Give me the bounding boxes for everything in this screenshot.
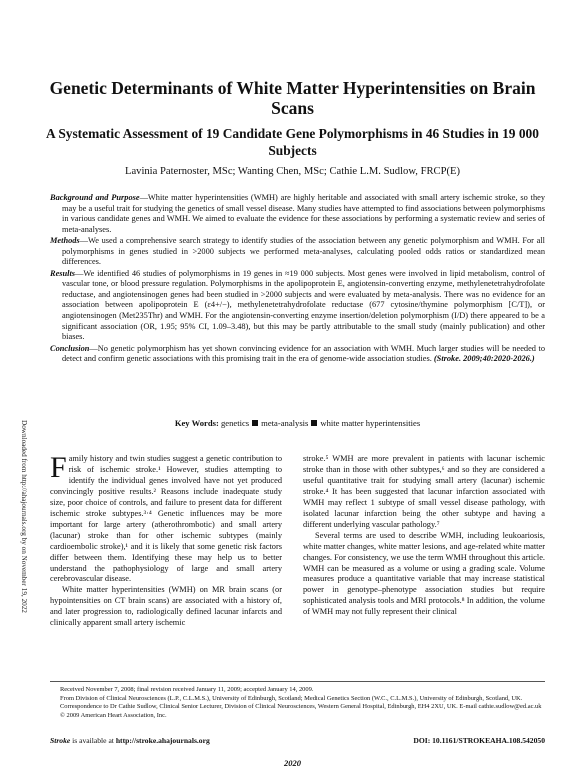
drop-cap: F [50,451,67,484]
abstract-conclusion [50,344,545,365]
keyword: white matter hyperintensities [320,418,421,428]
footnote-copyright: © 2009 American Heart Association, Inc. [60,712,167,720]
abstract-background-text: —White matter hyperintensities (WMH) are highly heritable and associated with small artery ischemic stroke, so they may be a useful trait for studying the genetics of small vessel disease. Many studies have attempted to find associations between polymorphisms in various candidate genes and WMH. We aimed to evaluate the evidence for these associations by performing a systematic review and series of meta-analyses. [62,193,546,234]
footnote-received: Received November 7, 2008; final revision received January 11, 2009; accepted January 14, 2009. [60,686,314,693]
keywords-label: Key Words: [174,418,219,428]
availability-text: is available at [72,736,114,745]
article-title: Genetic Determinants of White Matter Hyperintensities on Brain Scans [49,78,536,118]
journal-url-link[interactable]: http://stroke.ahajournals.org [115,736,210,745]
page-number: 2020 [284,758,301,768]
abstract-methods-heading: Methods [50,236,80,246]
author-list: Lavinia Paternoster, MSc; Wanting Chen, MSc; Cathie L.M. Sudlow, FRCP(E) [124,166,461,177]
footnote-correspondence: Correspondence to Dr Cathie Sudlow, Clinical Senior Lecturer, Division of Clinical Neurosciences, Western General Hospital, Edinburgh, EH4 2XU, UK. E-mail cathie.sudlow@ed.ac.uk [60,703,542,711]
keyword: genetics [220,418,250,428]
footnote-affiliations: From Division of Clinical Neurosciences (L.P., C.L.M.S.), University of Edinburgh, Scotland; Medical Genetics Section (W.C., C.L.M.S.), University of Edinburgh, Scotland, UK. [60,694,523,702]
abstract [50,193,545,366]
journal-citation: (Stroke. 2009;40:2020-2026.) [433,354,535,364]
abstract-conclusion-text: —No genetic polymorphism has yet shown convincing evidence for an association with WMH. Much larger studies will be needed to detect and confirm genetic associations with this promising trait in the era of genome-wide association studies. [62,343,545,364]
body-paragraph: stroke.⁵ WMH are more prevalent in patients with lacunar ischemic stroke than in those with other subtypes,⁶ and so they are considered a useful quantitative trait for studying small artery (lacunar) ischemic stroke.⁴ It has been suggested that lacunar infarction associated with WMH may reflect 1 subtype of small vessel disease pathology, with isolated lacunar infarction being the other subtype and having a different underlying vascular pathology.⁷ [303,454,545,529]
abstract-background [50,193,545,235]
body-column-left [50,451,282,629]
footnotes [50,686,545,721]
abstract-results-heading: Results [50,268,76,278]
body-paragraph: Several terms are used to describe WMH, including leukoariosis, white matter changes, white matter lesions, and age-related white matter changes. For consistency, we use the term WMH throughout this article. WMH can be measured as a volume or using a grading scale. Volume measures produce a quantitative variable that may increase statistical power in genotype–phenotype association studies but require sophisticated analysis tools and MRI protocols.⁸ In addition, the volume of WMH may not fully represent their clinical [303,530,545,617]
abstract-background-heading: Background and Purpose [50,193,140,202]
body-paragraph: White matter hyperintensities (WMH) on MR brain scans (or hypointensities on CT brain scans) are associated with a history of, and later progression to, radiologically defined lacunar infarcts and clinically apparent small artery ischemic [50,585,282,628]
abstract-conclusion-heading: Conclusion [50,343,90,353]
journal-availability [50,736,210,746]
doi[interactable]: DOI: 10.1161/STROKEAHA.108.542050 [413,736,545,745]
keywords-line [50,418,545,429]
square-bullet-icon [311,420,317,426]
square-bullet-icon [252,420,258,426]
abstract-methods-text: —We used a comprehensive search strategy to identify studies of the association between any genetic polymorphism and WMH. For all polymorphisms in genes studied in >2000 subjects we performed meta-analyses, calculating pooled odds ratios or standardized mean differences. [62,236,545,267]
keyword: meta-analysis [261,418,309,428]
abstract-results-text: —We identified 46 studies of polymorphisms in 19 genes in ≈19 000 subjects. Most genes were involved in lipid metabolism, control of vascular tone, or blood pressure regulation. Polymorphisms in the apolipoprotein E, angiotensin-converting enzyme, methylenetetrahydrofolate reductase, and angiotensinogen genes had been studied in >2000 subjects and were evaluated by meta-analysis. There was no evidence for an association between apolipoprotein E (ε4+/−), methylenetetrahydrofolate reductase (677 cytosine/thymine polymorphism [C/T]), or angiotensinogen (Met235Thr) and WMH. For the angiotensin-converting enzyme insertion/deletion polymorphism (I/D) there appeared to be a significant association (OR, 1.95; 95% CI, 1.09–3.48), but this may be partly attributable to the small study (mainly publication) and other biases. [62,268,545,342]
body-paragraph [50,451,282,585]
body-column-right [303,454,545,618]
download-note: Downloaded from http://ahajournals.org by on November 19, 2022 [20,420,28,613]
abstract-methods [50,236,545,268]
article-subtitle: A Systematic Assessment of 19 Candidate Gene Polymorphisms in 46 Studies in 19 000 Subjects [46,126,539,158]
journal-name: Stroke [50,736,71,745]
footnote-divider [50,681,545,682]
abstract-results [50,269,545,343]
paragraph-text: amily history and twin studies suggest a genetic contribution to risk of ischemic stroke.¹ However, studies attempting to identify the individual genes involved have not yet produced convincingly positive results.² Reasons include inadequate study size, poor choice of controls, and failure to present data for different ischemic stroke subtypes.³·⁴ Genetic influences may be more important for large artery (atherothrombotic) and small artery (lacunar) stroke than for other ischemic subtypes (mainly cardioembolic stroke),¹ and it is likely that some genetic risk factors differ between them. Identifying these may help us to better understand the pathophysiology of large and small artery cerebrovascular disease. [50,454,282,584]
